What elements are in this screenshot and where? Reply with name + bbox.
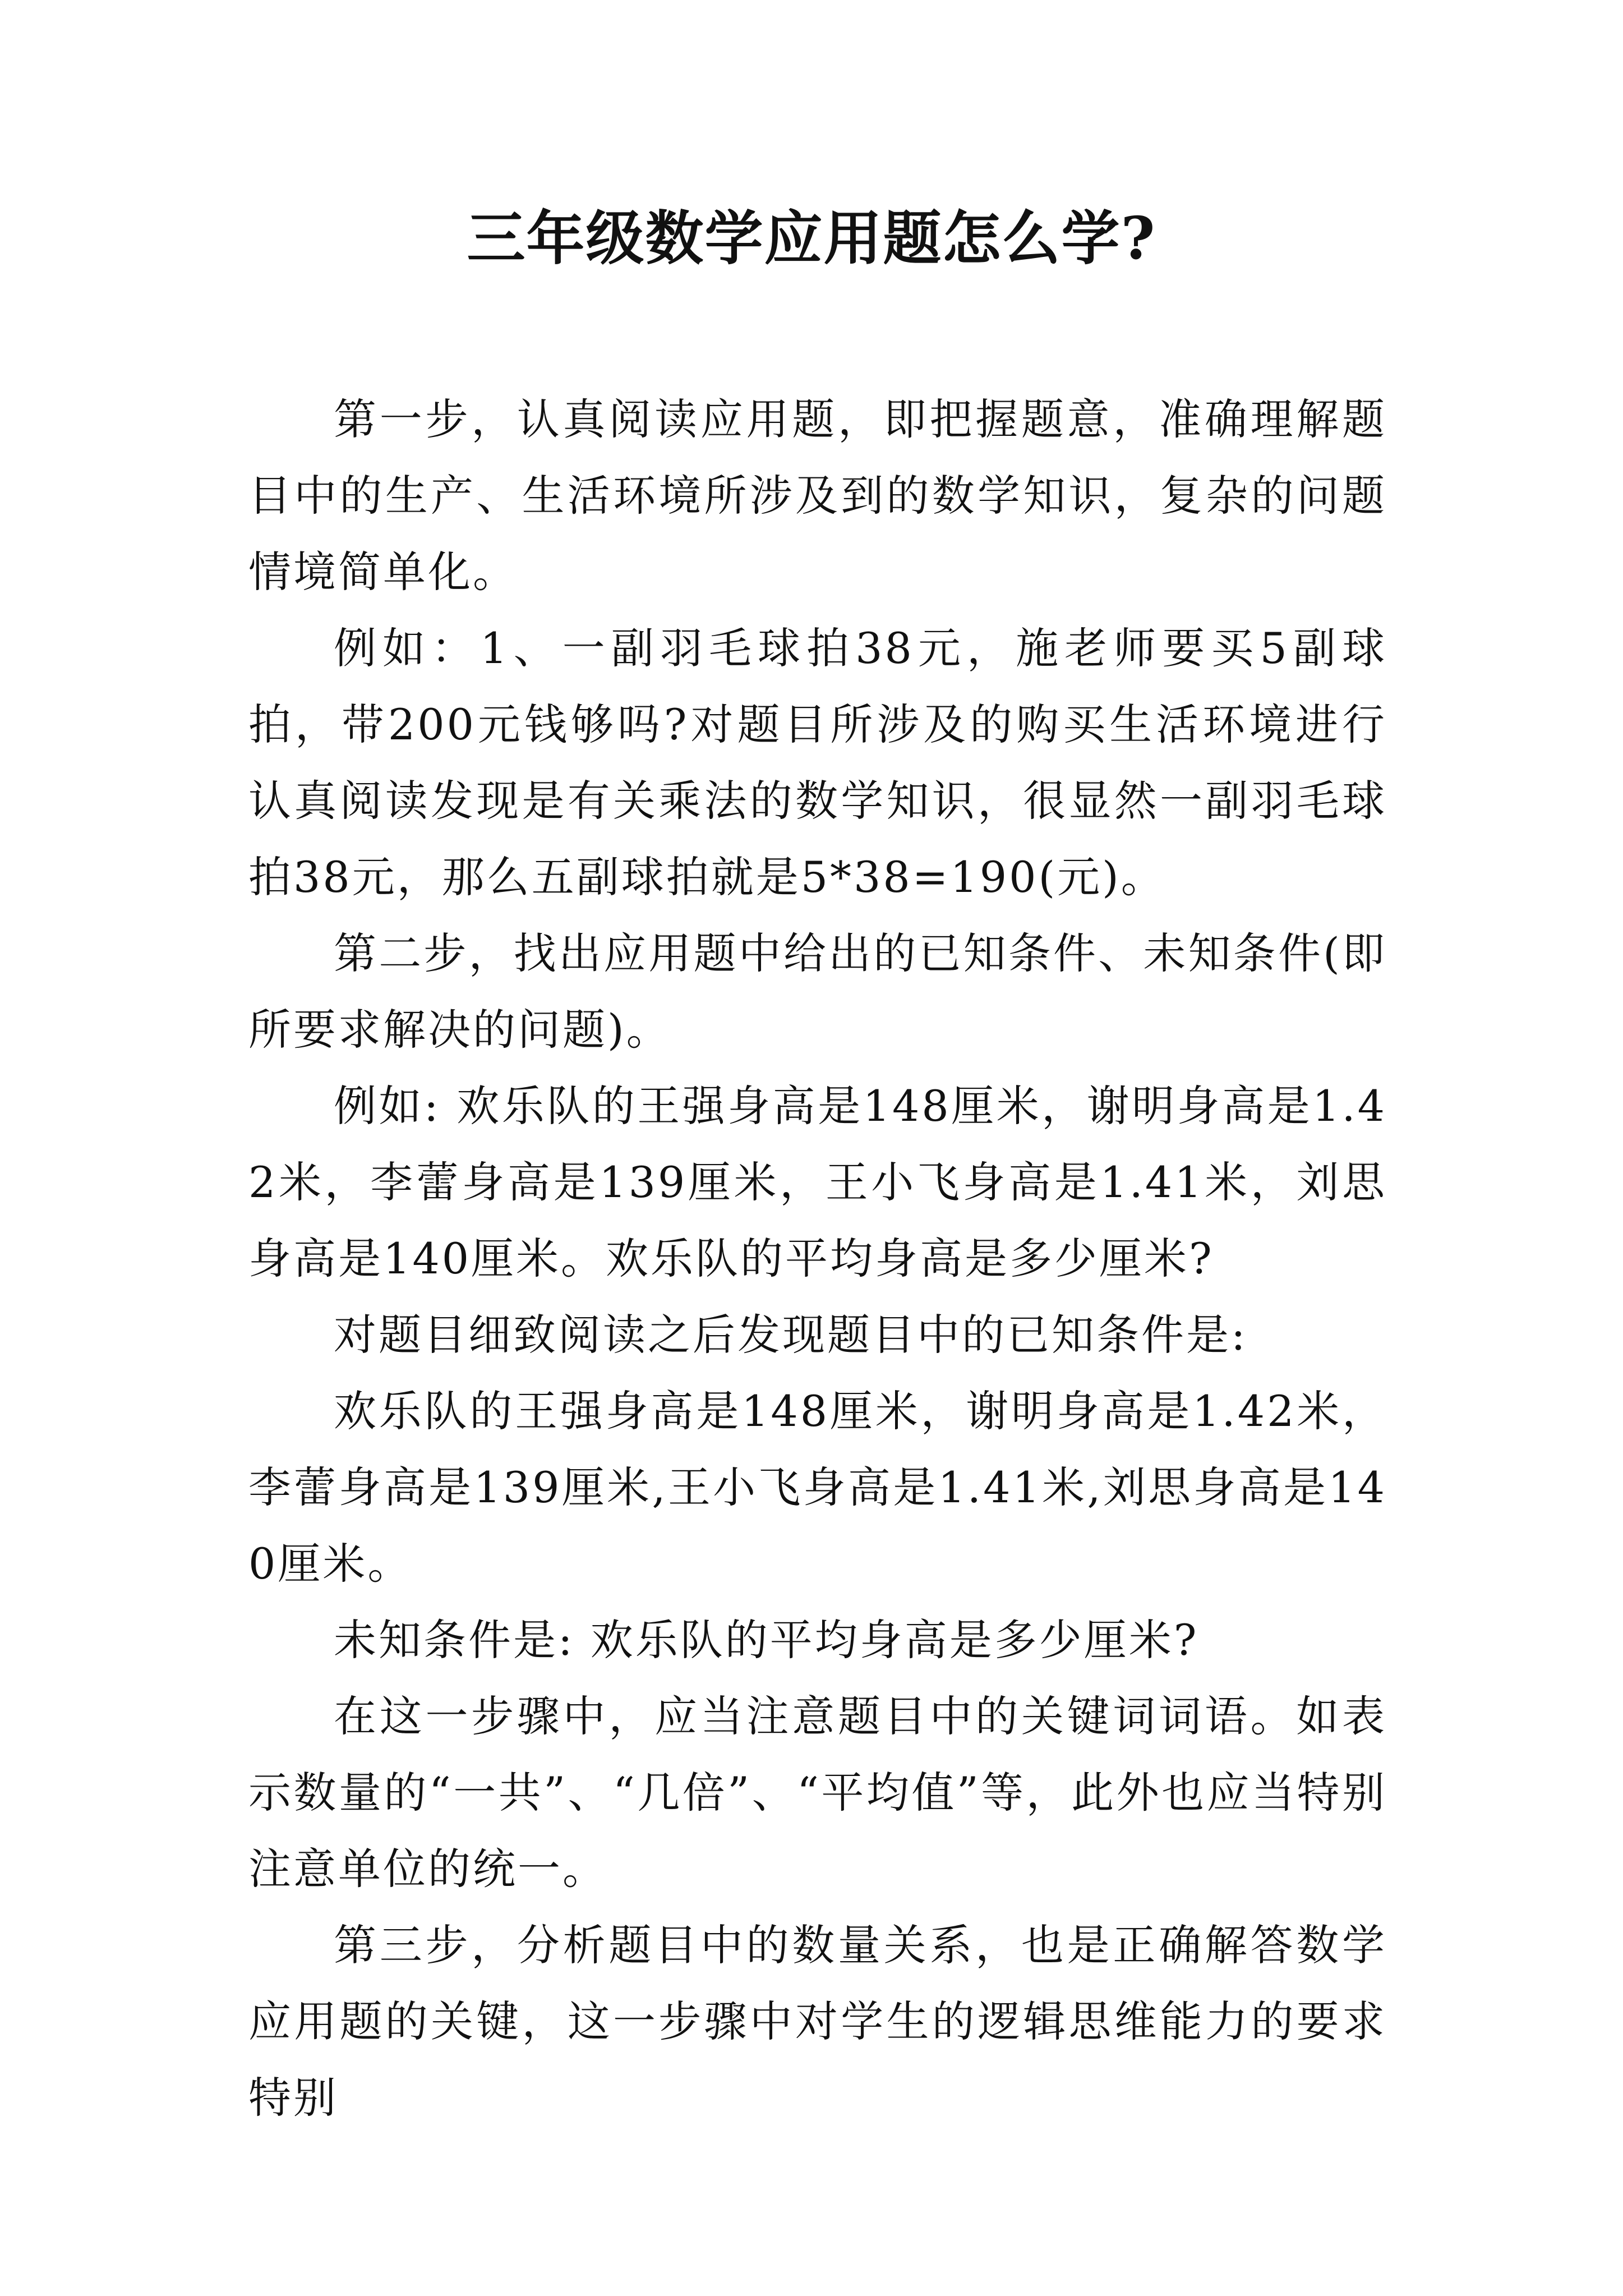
paragraph-example-height: 例如: 欢乐队的王强身高是148厘米，谢明身高是1.42米，李蕾身高是139厘米，王小飞身高是1.41米，刘思身高是140厘米。欢乐队的平均身高是多少厘米?	[248, 1081, 1387, 1283]
paragraph-keywords-note: 在这一步骤中，应当注意题目中的关键词词语。如表示数量的“一共”、“几倍”、“平均值”等，此外也应当特别注意单位的统一。	[248, 1691, 1387, 1894]
document-body	[248, 381, 1387, 2136]
document-title: 三年级数学应用题怎么学?	[467, 204, 1156, 273]
paragraph-step-one: 第一步，认真阅读应用题，即把握题意，准确理解题目中的生产、生活环境所涉及到的数学知识，复杂的问题情境简单化。	[248, 394, 1387, 597]
paragraph-known-conditions: 欢乐队的王强身高是148厘米，谢明身高是1.42米，李蕾身高是139厘米,王小飞身高是1.41米,刘思身高是140厘米。	[248, 1386, 1387, 1589]
paragraph-known-intro: 对题目细致阅读之后发现题目中的已知条件是:	[334, 1310, 1248, 1360]
paragraph-step-three: 第三步，分析题目中的数量关系，也是正确解答数学应用题的关键，这一步骤中对学生的逻辑思维能力的要求特别	[248, 1920, 1387, 2123]
paragraph-unknown-condition: 未知条件是: 欢乐队的平均身高是多少厘米?	[334, 1615, 1199, 1665]
paragraph-step-two: 第二步，找出应用题中给出的已知条件、未知条件(即所要求解决的问题)。	[248, 928, 1387, 1055]
paragraph-example-badminton: 例如：1、一副羽毛球拍38元，施老师要买5副球拍，带200元钱够吗?对题目所涉及的购买生活环境进行认真阅读发现是有关乘法的数学知识，很显然一副羽毛球拍38元，那么五副球拍就是5*38=190(元)。	[248, 623, 1387, 902]
